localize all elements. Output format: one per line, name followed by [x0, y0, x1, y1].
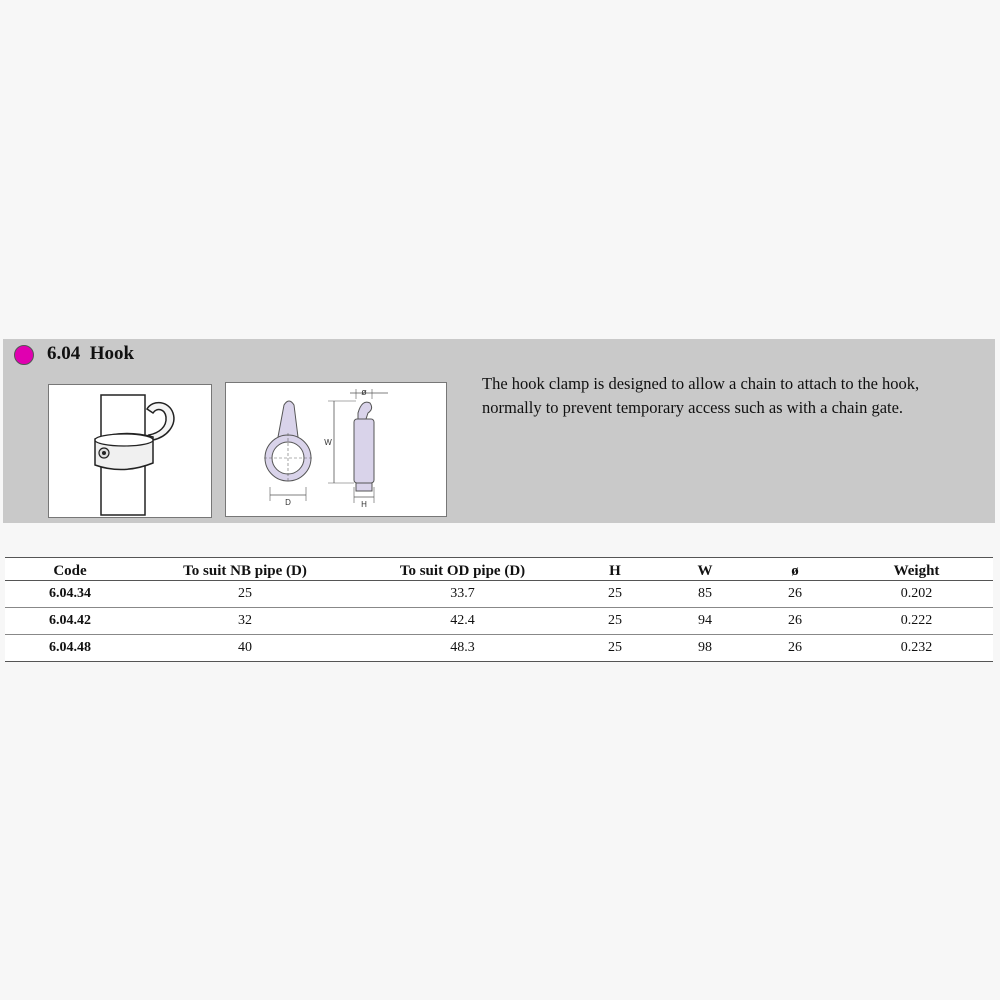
cell-code: 6.04.48 — [49, 640, 91, 655]
dim-label-d: D — [285, 498, 291, 507]
cell-nb: 40 — [238, 640, 252, 655]
cell-code: 6.04.34 — [5, 581, 135, 608]
table-header-row — [5, 558, 993, 581]
cell-phi: 26 — [750, 608, 840, 635]
section-title — [47, 343, 134, 365]
cell-od: 33.7 — [355, 581, 570, 608]
cell-h: 25 — [608, 640, 622, 655]
section-number: 6.04 — [47, 343, 81, 364]
table-row — [5, 635, 993, 662]
cell-weight: 0.232 — [900, 640, 933, 655]
cell-w: 85 — [660, 581, 750, 608]
cell-phi: 26 — [750, 581, 840, 608]
cell-code: 6.04.42 — [5, 608, 135, 635]
col-header-phi: ø — [750, 558, 840, 581]
cell-weight: 0.222 — [840, 608, 993, 635]
col-header-nb: To suit NB pipe (D) — [135, 558, 355, 581]
cell-phi: 26 — [788, 640, 802, 655]
specification-table — [5, 557, 993, 662]
dim-label-h: H — [361, 500, 367, 509]
cell-od: 42.4 — [355, 608, 570, 635]
cell-nb: 25 — [135, 581, 355, 608]
section-name: Hook — [89, 343, 135, 364]
product-description: The hook clamp is designed to allow a chain to attach to the hook, normally to prevent temporary access such as with a chain gate. — [482, 374, 920, 417]
col-header-code: Code — [5, 558, 135, 581]
cell-h: 25 — [570, 608, 660, 635]
table-row — [5, 608, 993, 635]
cell-od: 48.3 — [450, 640, 475, 655]
product-photo — [48, 384, 212, 518]
col-header-h: H — [570, 558, 660, 581]
cell-w: 98 — [698, 640, 712, 655]
cell-w: 94 — [660, 608, 750, 635]
product-panel — [3, 339, 995, 523]
cell-h: 25 — [570, 581, 660, 608]
col-header-weight: Weight — [840, 558, 993, 581]
dimension-drawing — [225, 382, 447, 517]
col-header-w: W — [660, 558, 750, 581]
section-bullet-icon — [14, 345, 34, 365]
table-row — [5, 581, 993, 608]
dim-label-w: W — [324, 438, 332, 447]
cell-nb: 32 — [135, 608, 355, 635]
cell-weight: 0.202 — [840, 581, 993, 608]
dim-label-phi: ø — [361, 387, 367, 397]
col-header-od: To suit OD pipe (D) — [355, 558, 570, 581]
